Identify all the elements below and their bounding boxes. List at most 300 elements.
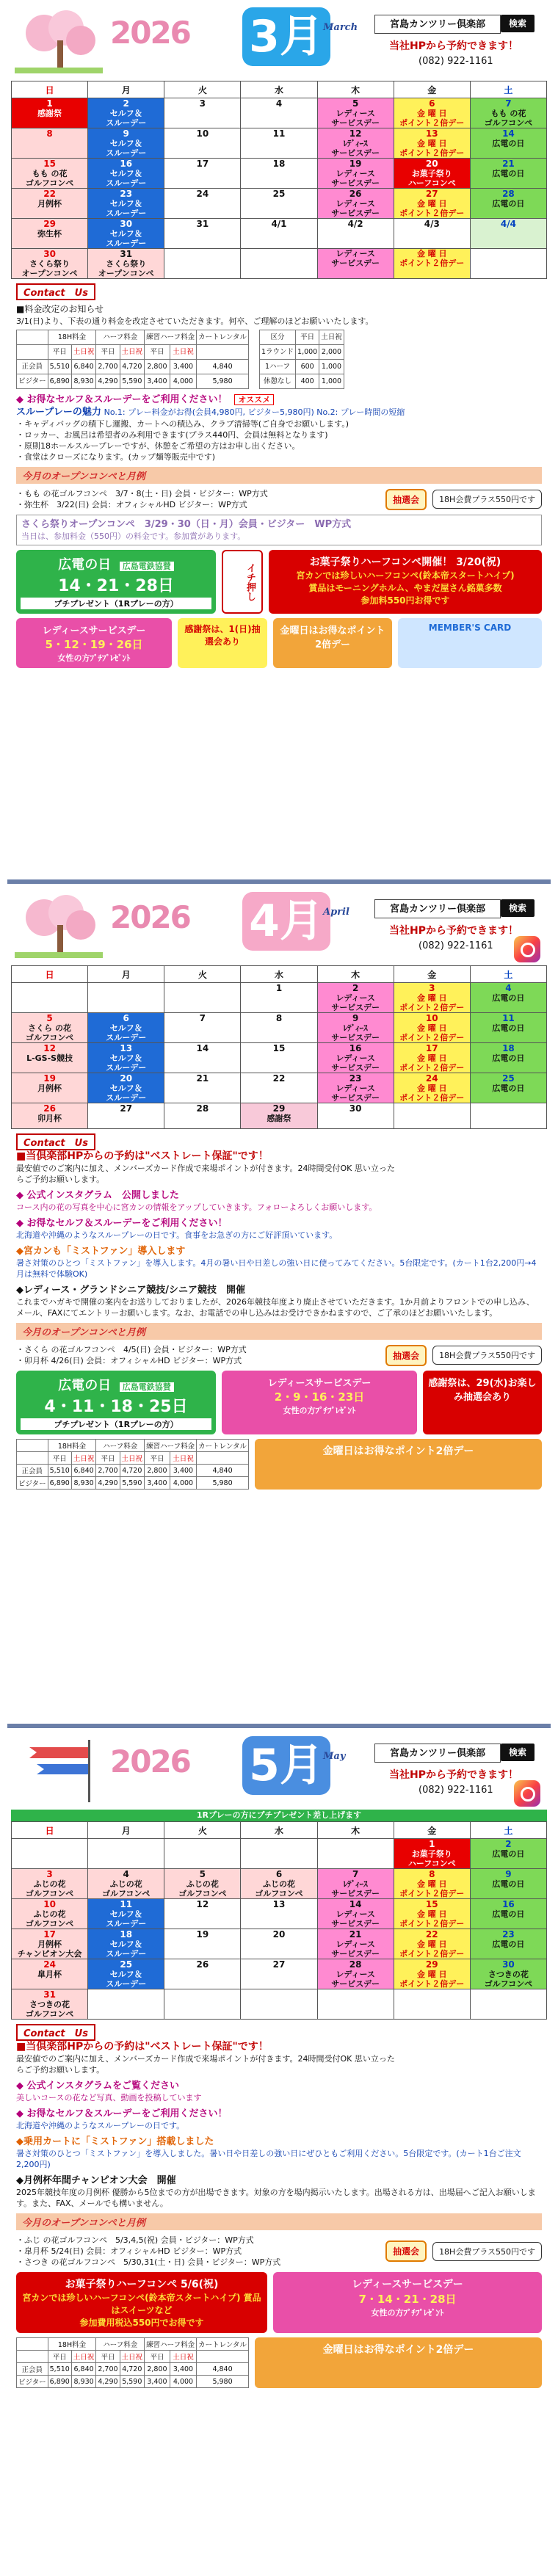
calendar-day xyxy=(241,1959,317,1989)
day-number: 14 xyxy=(502,128,515,139)
okashi-prize: 賞品はモーニングホルム、やまだ屋さん銘菓多数 xyxy=(308,583,502,593)
calendar-event: サービスデー xyxy=(331,1949,380,1959)
koden-tag: 広島電鉄協賛 xyxy=(120,562,174,571)
calendar-event: ポイント２倍デー xyxy=(399,1003,465,1012)
fee-cell: 1,000 xyxy=(319,360,344,374)
calendar-week xyxy=(12,128,547,159)
may-header xyxy=(7,1729,551,1810)
calendar-event: 広電の日 xyxy=(492,1023,525,1033)
day-number: 7 xyxy=(199,1013,206,1023)
calendar-week xyxy=(12,1899,547,1929)
day-number: 21 xyxy=(196,1073,209,1084)
calendar-day xyxy=(88,1043,164,1073)
fee-cell: 6,840 xyxy=(71,1465,96,1477)
day-number: 18 xyxy=(502,1043,515,1053)
calendar-day xyxy=(164,159,241,189)
calendar-event: さくら祭り xyxy=(106,259,147,269)
weekday-header: 火 xyxy=(164,81,241,98)
list-item: ・食堂はクローズになります。(カップ麺等販売中です) xyxy=(16,452,216,462)
calendar-day xyxy=(12,1103,88,1129)
promo-row-2 xyxy=(16,618,542,668)
day-number: 5 xyxy=(199,1869,206,1879)
calendar-event: ゴルフコンペ xyxy=(25,1889,74,1898)
calendar-day xyxy=(470,1959,546,1989)
club-search-box[interactable]: 宮島カンツリー倶楽部 xyxy=(374,899,501,918)
calendar-day xyxy=(164,249,241,279)
calendar-day xyxy=(12,1989,88,2020)
calendar-event: 金 曜 日 xyxy=(416,139,447,148)
weekday-header: 月 xyxy=(88,81,164,98)
calendar-event: 金 曜 日 xyxy=(416,1879,447,1889)
calendar-day xyxy=(12,159,88,189)
calendar-event: 広電の日 xyxy=(492,199,525,208)
ladies-box xyxy=(222,1371,417,1434)
calendar-event: セルフ＆ xyxy=(109,1940,142,1949)
fee-cell: 8,930 xyxy=(71,374,96,389)
weekday-header: 木 xyxy=(317,966,394,983)
calendar-event: チャンピオン大会 xyxy=(17,1949,82,1959)
ladies-dates: 5・12・19・26日 xyxy=(45,638,143,651)
calendar-day xyxy=(88,159,164,189)
fee-header: 区分 xyxy=(259,330,295,345)
calendar-event: 金 曜 日 xyxy=(416,1970,447,1979)
day-number: 30 xyxy=(120,219,133,229)
day-number: 15 xyxy=(43,159,56,169)
fee-plus-badge: 18H会費プラス550円です xyxy=(432,490,542,509)
ladies-sub: 女性の方ﾌﾟﾁﾌﾟﾚｾﾞﾝﾄ xyxy=(57,653,131,663)
day-number: 6 xyxy=(275,1869,283,1879)
calendar-day xyxy=(164,1929,241,1959)
calendar-event: スルーデー xyxy=(106,1093,147,1103)
calendar-event: サービスデー xyxy=(331,208,380,218)
calendar-day xyxy=(241,128,317,159)
weekday-header: 金 xyxy=(394,1822,470,1839)
calendar-day xyxy=(394,983,470,1013)
calendar-day xyxy=(88,219,164,249)
promo-row-2 xyxy=(16,2337,542,2388)
calendar-day xyxy=(12,1929,88,1959)
weekday-header: 火 xyxy=(164,1822,241,1839)
kinyou-box: 金曜日はお得なポイント2倍デー xyxy=(255,1439,542,1490)
calendar-day xyxy=(317,1899,394,1929)
calendar-event: 金 曜 日 xyxy=(416,1023,447,1033)
calendar-day xyxy=(470,1929,546,1959)
calendar-day xyxy=(12,249,88,279)
weekday-header: 木 xyxy=(317,1822,394,1839)
section-divider xyxy=(7,879,551,884)
thanks-box: 感謝祭は、29(水)お楽しみ抽選会あり xyxy=(423,1371,542,1434)
calendar-event: ハーフコンペ xyxy=(407,178,456,188)
april-section xyxy=(7,885,551,1721)
fee-cell: 5,510 xyxy=(48,1465,71,1477)
calendar-day xyxy=(241,1869,317,1899)
fee-table xyxy=(16,330,249,389)
ladies-dates: 7・14・21・28日 xyxy=(358,2293,457,2306)
koden-tag: 広島電鉄協賛 xyxy=(120,1382,174,1392)
day-number: 1 xyxy=(46,98,53,109)
calendar-event: スルーデー xyxy=(106,148,147,158)
calendar-event: スルーデー xyxy=(106,118,147,128)
year-title: 2026 xyxy=(110,899,190,935)
fee-cell: 4,290 xyxy=(96,374,120,389)
calendar-event: レディース xyxy=(336,1909,375,1919)
calendar-day xyxy=(12,98,88,128)
weekday-header: 日 xyxy=(12,1822,88,1839)
table-row: ビジター 6,890 8,930 4,290 5,590 3,400 4,000 5,980 xyxy=(17,374,249,389)
fee-cell: 5,510 xyxy=(48,2363,71,2376)
calendar-day xyxy=(164,219,241,249)
calendar-day xyxy=(241,159,317,189)
calendar-event: レディース xyxy=(336,249,375,258)
calendar-day xyxy=(241,1043,317,1073)
calendar-day xyxy=(12,189,88,219)
search-button[interactable]: 検索 xyxy=(501,1744,535,1761)
calendar-day xyxy=(470,1839,546,1869)
calendar-event: レディース xyxy=(336,169,375,178)
calendar-day xyxy=(12,1043,88,1073)
fee-cell: 4,720 xyxy=(120,1465,145,1477)
calendar-day xyxy=(394,1103,470,1129)
fee-cell: 6,840 xyxy=(71,360,96,374)
champ-heading: ◆月例杯年間チャンピオン大会 開催 xyxy=(16,2175,176,2186)
calendar-day xyxy=(394,1869,470,1899)
calendar-day xyxy=(12,1899,88,1929)
april-header xyxy=(7,885,551,965)
march-section xyxy=(7,0,551,877)
calendar-event: レディース xyxy=(336,1970,375,1979)
weekday-header: 土 xyxy=(470,966,546,983)
calendar-week xyxy=(12,1989,547,2020)
calendar-day xyxy=(164,1013,241,1043)
calendar-event: ポイント２倍デー xyxy=(399,1949,465,1959)
fee-cell: 5,980 xyxy=(197,2376,249,2388)
calendar-week xyxy=(12,1073,547,1103)
calendar-event: サービスデー xyxy=(331,258,380,268)
fee-subheader: 土日祝 xyxy=(71,2351,96,2363)
fee-header: 18H料金 xyxy=(48,1440,96,1452)
grand-sub: これまでハガキで開催の案内をお送りしておりましたが、2026年競技年度より廃止させていただきます。1か月前よりフロントでの申し込み、メール、FAXにてエントリーお願いします。なお、お電話での申し込みはお受けできかねますので、ご了承のほどお願いいたします。 xyxy=(16,1297,535,1318)
calendar-day xyxy=(470,249,546,279)
fee-header: ハーフ料金 xyxy=(96,330,145,345)
day-number: 23 xyxy=(120,189,133,199)
day-number: 4 xyxy=(123,1869,129,1879)
calendar-day xyxy=(88,1839,164,1869)
fee-header: 練習ハーフ料金 xyxy=(145,330,197,345)
day-number: 26 xyxy=(349,189,362,199)
calendar-event: 金 曜 日 xyxy=(416,1909,447,1919)
day-number: 11 xyxy=(272,128,286,139)
calendar-day xyxy=(164,1899,241,1929)
calendar-event: さくら の花 xyxy=(28,1023,71,1033)
calendar-day xyxy=(241,983,317,1013)
calendar-day xyxy=(470,1043,546,1073)
ladies-title: レディースサービスデー xyxy=(352,2279,463,2290)
calendar-week xyxy=(12,1839,547,1869)
fee-table xyxy=(16,1439,249,1490)
calendar-day xyxy=(394,1073,470,1103)
calendar-event: スルーデー xyxy=(106,208,147,218)
calendar-event: セルフ＆ xyxy=(109,229,142,239)
calendar-event: セルフ＆ xyxy=(109,1084,142,1093)
calendar-day xyxy=(470,128,546,159)
weekday-header: 木 xyxy=(317,81,394,98)
day-number: 10 xyxy=(196,128,209,139)
calendar-day xyxy=(394,1959,470,1989)
weekday-header: 金 xyxy=(394,966,470,983)
calendar-event: スルーデー xyxy=(106,239,147,248)
calendar-day xyxy=(317,1839,394,1869)
open-comp-row xyxy=(16,2235,542,2268)
calendar-event: セルフ＆ xyxy=(109,1023,142,1033)
fee-header xyxy=(17,2338,48,2351)
calendar-event: 広電の日 xyxy=(492,169,525,178)
calendar-day xyxy=(164,98,241,128)
contact-us-label: Contact Us xyxy=(16,1133,95,1150)
calendar-day xyxy=(317,1073,394,1103)
day-number: 19 xyxy=(349,159,362,169)
day-number: 22 xyxy=(43,189,56,199)
day-number: 22 xyxy=(425,1929,438,1940)
day-number: 24 xyxy=(196,189,209,199)
day-number: 25 xyxy=(502,1073,515,1084)
calendar-event: セルフ＆ xyxy=(109,199,142,208)
okashi-sub: 宮カンでは珍しいハーフコンペ(鈴本帝スタートハイプ) 賞品はスイーツなど xyxy=(22,2293,261,2315)
fee-cell: 2,700 xyxy=(96,360,120,374)
fee-header: 18H料金 xyxy=(48,330,96,345)
calendar-day xyxy=(470,1899,546,1929)
calendar-event: 金 曜 日 xyxy=(416,199,447,208)
calendar-event: ゴルフコンペ xyxy=(101,1889,151,1898)
promo-row-1 xyxy=(16,2272,542,2333)
calendar-event: スルーデー xyxy=(106,1949,147,1959)
calendar-event: サービスデー xyxy=(331,1033,380,1042)
fee-plus-badge: 18H会費プラス550円です xyxy=(432,2242,542,2261)
fee-header: 練習ハーフ料金 xyxy=(145,2338,197,2351)
calendar-week xyxy=(12,189,547,219)
fee-subheader: 平日 xyxy=(48,345,71,360)
reserve-heading: ■当倶楽部HPからの予約は"ベストレート保証"です！ xyxy=(16,1150,269,1162)
fee-header: カートレンタル xyxy=(197,330,249,345)
calendar-event: 月例杯 xyxy=(37,1084,62,1093)
list-item: ・さつき の花ゴルフコンペ 5/30,31(土・日) 会員・ビジター：WP方式 xyxy=(16,2257,281,2267)
day-number: 3 xyxy=(429,983,435,993)
table-row: 1ハーフ 600 1,000 xyxy=(259,360,344,374)
contact-us-label: Contact Us xyxy=(16,2024,95,2041)
calendar-event: もも の花 xyxy=(32,169,68,178)
calendar-event: ﾚﾃﾞｨｰｽ xyxy=(343,1023,368,1033)
fee-cell: 2,800 xyxy=(145,1465,170,1477)
calendar-event: 広電の日 xyxy=(492,1084,525,1093)
list-item: ・さくら の花ゴルフコンペ 4/5(日) 会員・ビジター：WP方式 xyxy=(16,1345,247,1354)
weekday-header: 日 xyxy=(12,81,88,98)
weekday-header: 土 xyxy=(470,1822,546,1839)
calendar-day xyxy=(317,128,394,159)
day-number: 4/4 xyxy=(500,219,516,229)
day-number: 16 xyxy=(502,1899,515,1909)
month-english: May xyxy=(323,1751,346,1762)
calendar-day xyxy=(394,1899,470,1929)
fee-cell: 2,800 xyxy=(145,2363,170,2376)
calendar-event: 金 曜 日 xyxy=(416,249,447,258)
calendar-week xyxy=(12,219,547,249)
fee-cell: 5,980 xyxy=(197,374,249,389)
calendar-day xyxy=(394,128,470,159)
calendar-event: ゴルフコンペ xyxy=(484,118,533,128)
search-button[interactable]: 検索 xyxy=(501,899,535,917)
instagram-icon[interactable] xyxy=(514,1780,540,1807)
calendar-day xyxy=(164,189,241,219)
day-number: 29 xyxy=(43,219,56,229)
may-info xyxy=(16,2024,542,2209)
fee-cell: 4,720 xyxy=(120,360,145,374)
calendar-day xyxy=(88,1959,164,1989)
day-number: 18 xyxy=(120,1929,133,1940)
calendar-event: スルーデー xyxy=(106,178,147,188)
list-item: ・もも の花ゴルフコンペ 3/7・8(土・日) 会員・ビジター：WP方式 xyxy=(16,489,268,498)
calendar-event: 弥生杯 xyxy=(37,229,62,239)
kinyou-box: 金曜日はお得なポイント2倍デー xyxy=(255,2337,542,2388)
day-number: 30 xyxy=(43,249,56,259)
calendar-day xyxy=(164,1989,241,2020)
day-number: 12 xyxy=(196,1899,209,1909)
calendar-day xyxy=(241,1073,317,1103)
calendar-week xyxy=(12,249,547,279)
day-number: 2 xyxy=(505,1839,512,1849)
fee-cell: 3,400 xyxy=(145,2376,170,2388)
april-info xyxy=(16,1133,542,1318)
fee-subheader: 平日 xyxy=(96,345,120,360)
fee-cell: 4,000 xyxy=(170,2376,196,2388)
day-number: 5 xyxy=(352,98,359,109)
year-title: 2026 xyxy=(110,15,190,51)
instagram-icon[interactable] xyxy=(514,936,540,962)
calendar-day xyxy=(164,1959,241,1989)
day-number: 20 xyxy=(120,1073,133,1084)
fee-cell: 5,590 xyxy=(120,1477,145,1490)
calendar-event: セルフ＆ xyxy=(109,1053,142,1063)
calendar-event: ポイント２倍デー xyxy=(399,1979,465,1989)
calendar-event: サービスデー xyxy=(331,1919,380,1929)
insta-sub: コース内の花の写真を中心に宮カンの情報をアップしていきます。フォローよろしくお願いします。 xyxy=(16,1202,377,1212)
weekday-header: 水 xyxy=(241,1822,317,1839)
fee-plus-badge: 18H会費プラス550円です xyxy=(432,1346,542,1365)
calendar-event: セルフ＆ xyxy=(109,169,142,178)
calendar-event: 金 曜 日 xyxy=(416,1053,447,1063)
calendar-day xyxy=(164,983,241,1013)
calendar-event: ゴルフコンペ xyxy=(255,1889,303,1898)
day-number: 27 xyxy=(272,1959,286,1970)
thanks-box: 感謝祭は、1(日)抽選会あり xyxy=(178,618,267,668)
fee-cell: 6,890 xyxy=(48,374,71,389)
may-calendar xyxy=(11,1821,547,2020)
calendar-day xyxy=(470,1013,546,1043)
sakura-tree-illustration xyxy=(15,7,103,73)
day-number: 7 xyxy=(505,98,512,109)
calendar-event: 広電の日 xyxy=(492,1909,525,1919)
day-number: 8 xyxy=(429,1869,435,1879)
calendar-week xyxy=(12,1103,547,1129)
promo-row-1 xyxy=(16,550,542,614)
march-calendar xyxy=(11,81,547,279)
calendar-event: ふじの花 xyxy=(262,1879,295,1889)
calendar-day xyxy=(470,1073,546,1103)
month-english: April xyxy=(323,907,349,918)
okashi-fee: 参加料550円お得です xyxy=(360,595,450,606)
calendar-event: さつきの花 xyxy=(29,2000,70,2009)
fee-subheader: 土日祝 xyxy=(170,345,196,360)
koden-day-box xyxy=(16,550,216,614)
calendar-event: ポイント２倍デー xyxy=(399,1063,465,1073)
calendar-event: 広電の日 xyxy=(492,1849,525,1859)
search-button[interactable]: 検索 xyxy=(501,15,535,32)
open-comp-bar: 今月のオープンコンペと月例 xyxy=(16,467,542,484)
okashi-sub: 宮カンでは珍しいハーフコンペ(鈴本帝スタートハイプ) xyxy=(296,570,515,581)
calendar-day xyxy=(317,189,394,219)
fee-subheader: 平日 xyxy=(96,2351,120,2363)
calendar-event: サービスデー xyxy=(331,118,380,128)
mist-sub: 暑さ対策のひとつ「ミストファン」を導入します。4月の暑い日や日差しの強い日に使ってみてください。5台限定です。(カート1台2,200円→4月は無料で体験OK) xyxy=(16,1258,537,1279)
calendar-day xyxy=(88,189,164,219)
koden-sub: プチプレゼント（1Rプレーの方） xyxy=(21,598,211,609)
day-number: 29 xyxy=(272,1103,286,1114)
ladies-title: レディースサービスデー xyxy=(267,1378,372,1389)
calendar-day xyxy=(164,1839,241,1869)
month-title: 3月 xyxy=(242,7,330,66)
day-number: 10 xyxy=(43,1899,56,1909)
fee-cell: 2,000 xyxy=(319,345,344,360)
fee-subheader: 平日 xyxy=(48,2351,71,2363)
weekday-header: 水 xyxy=(241,966,317,983)
day-number: 12 xyxy=(349,128,362,139)
calendar-event: 金 曜 日 xyxy=(416,993,447,1003)
fee-cell: 6,890 xyxy=(48,2376,71,2388)
ladies-sub: 女性の方ﾌﾟﾁﾌﾟﾚｾﾞﾝﾄ xyxy=(283,1406,356,1415)
table-row: 正会員 5,510 6,840 2,700 4,720 2,800 3,400 4,840 xyxy=(17,360,249,374)
reserve-heading: ■当倶楽部HPからの予約は"ベストレート保証"です！ xyxy=(16,2041,269,2053)
telephone: (082) 922-1161 xyxy=(418,56,493,67)
fee-cell: 3,400 xyxy=(145,374,170,389)
day-number: 2 xyxy=(352,983,359,993)
kinyou-box: 金曜日はお得なポイント2倍デー xyxy=(273,618,392,668)
calendar-day xyxy=(317,1103,394,1129)
calendar-event: セルフ＆ xyxy=(109,109,142,118)
day-number: 4/1 xyxy=(271,219,287,229)
calendar-day xyxy=(88,1013,164,1043)
hp-reserve-text: 当社HPから予約できます！ xyxy=(389,40,518,52)
day-number: 24 xyxy=(43,1959,56,1970)
may-notice-bar: 1Rプレーの方にプチプレゼント差し上げます xyxy=(11,1810,547,1821)
club-search-box[interactable]: 宮島カンツリー倶楽部 xyxy=(374,15,501,34)
fee-cell: 3,400 xyxy=(170,360,196,374)
calendar-event: 広電の日 xyxy=(492,139,525,148)
list-item: ・卯月杯 4/26(日) 会員：オフィシャルHD ビジター：WP方式 xyxy=(16,1356,242,1365)
calendar-event: サービスデー xyxy=(331,1003,380,1012)
calendar-event: 月例杯 xyxy=(37,199,62,208)
calendar-day xyxy=(317,1989,394,2020)
calendar-event: ふじの花 xyxy=(33,1879,66,1889)
fee-cell: 6,840 xyxy=(71,2363,96,2376)
calendar-day xyxy=(88,1073,164,1103)
calendar-event: 金 曜 日 xyxy=(416,1084,447,1093)
month-english: March xyxy=(323,22,358,33)
day-number: 7 xyxy=(352,1869,359,1879)
fee-header: 18H料金 xyxy=(48,2338,96,2351)
calendar-week xyxy=(12,983,547,1013)
day-number: 14 xyxy=(196,1043,209,1053)
day-number: 14 xyxy=(349,1899,362,1909)
club-search-box[interactable]: 宮島カンツリー倶楽部 xyxy=(374,1744,501,1763)
day-number: 27 xyxy=(120,1103,133,1114)
